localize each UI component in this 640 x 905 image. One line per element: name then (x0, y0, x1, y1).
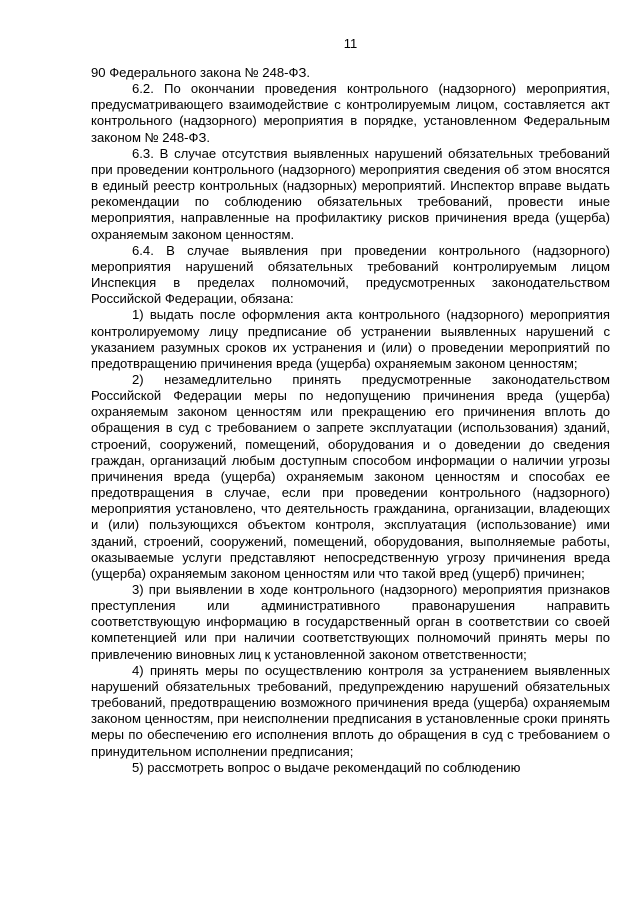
list-item-3: 3) при выявлении в ходе контрольного (надзорного) мероприятия признаков преступления или административного правонарушения направить соответствующую информацию в государственный орган в соответствии со своей компетенцией или при наличии соответствующих полномочий принять меры по привлечению виновных лиц к установленной законом ответственности; (91, 582, 610, 662)
list-item-2: 2) незамедлительно принять предусмотренные законодательством Российской Федерации меры по недопущению причинения вреда (ущерба) охраняемым законом ценностям или прекращению его причинения вплоть до обращения в суд с требованием о запрете эксплуатации (использования) зданий, строений, сооружений, помещений, оборудования и о доведении до сведения граждан, организаций любым доступным способом информации о наличии угрозы причинения вреда (ущерба) охраняемым законом ценностям и способах ее предотвращения в случае, если при проведении контрольного (надзорного) мероприятия установлено, что деятельность гражданина, организации, владеющих и (или) пользующихся объектом контроля, эксплуатация (использование) ими зданий, строений, сооружений, помещений, оборудования, выполняемые работы, оказываемые услуги представляют непосредственную угрозу причинения вреда (ущерба) охраняемым законом ценностям или что такой вред (ущерб) причинен; (91, 371, 610, 581)
paragraph-6-2: 6.2. По окончании проведения контрольного (надзорного) мероприятия, предусматривающего взаимодействие с контролируемым лицом, составляется акт контрольного (надзорного) мероприятия в порядке, установленном Федеральным законом № 248-ФЗ. (91, 81, 610, 145)
paragraph-6-3: 6.3. В случае отсутствия выявленных нарушений обязательных требований при проведении контрольного (надзорного) мероприятия сведения об этом вносятся в единый реестр контрольных (надзорных) мероприятий. Инспектор вправе выдать рекомендации по соблюдению обязательных требований, провести иные мероприятия, направленные на профилактику рисков причинения вреда (ущерба) охраняемым законом ценностям. (91, 145, 610, 242)
paragraph-continuation: 90 Федерального закона № 248-ФЗ. (91, 65, 311, 80)
list-item-5: 5) рассмотреть вопрос о выдаче рекомендаций по соблюдению (132, 759, 521, 775)
document-body (91, 65, 610, 776)
paragraph-6-4: 6.4. В случае выявления при проведении контрольного (надзорного) мероприятия нарушений обязательных требований контролируемым лицом Инспекция в пределах полномочий, предусмотренных законодательством Российской Федерации, обязана: (91, 242, 610, 307)
list-item-4: 4) принять меры по осуществлению контроля за устранением выявленных нарушений обязательных требований, предупреждению нарушений обязательных требований, предотвращению возможного причинения вреда (ущерба) охраняемым законом ценностям, при неисполнении предписания в установленные сроки принять меры по обеспечению его исполнения вплоть до обращения в суд с требованием о принудительном исполнении предписания; (91, 662, 610, 759)
list-item-1: 1) выдать после оформления акта контрольного (надзорного) мероприятия контролируемому лицу предписание об устранении выявленных нарушений с указанием разумных сроков их устранения и (или) о проведении мероприятий по предотвращению причинения вреда (ущерба) охраняемым законом ценностям; (91, 307, 610, 371)
page-number: 11 (343, 36, 358, 51)
